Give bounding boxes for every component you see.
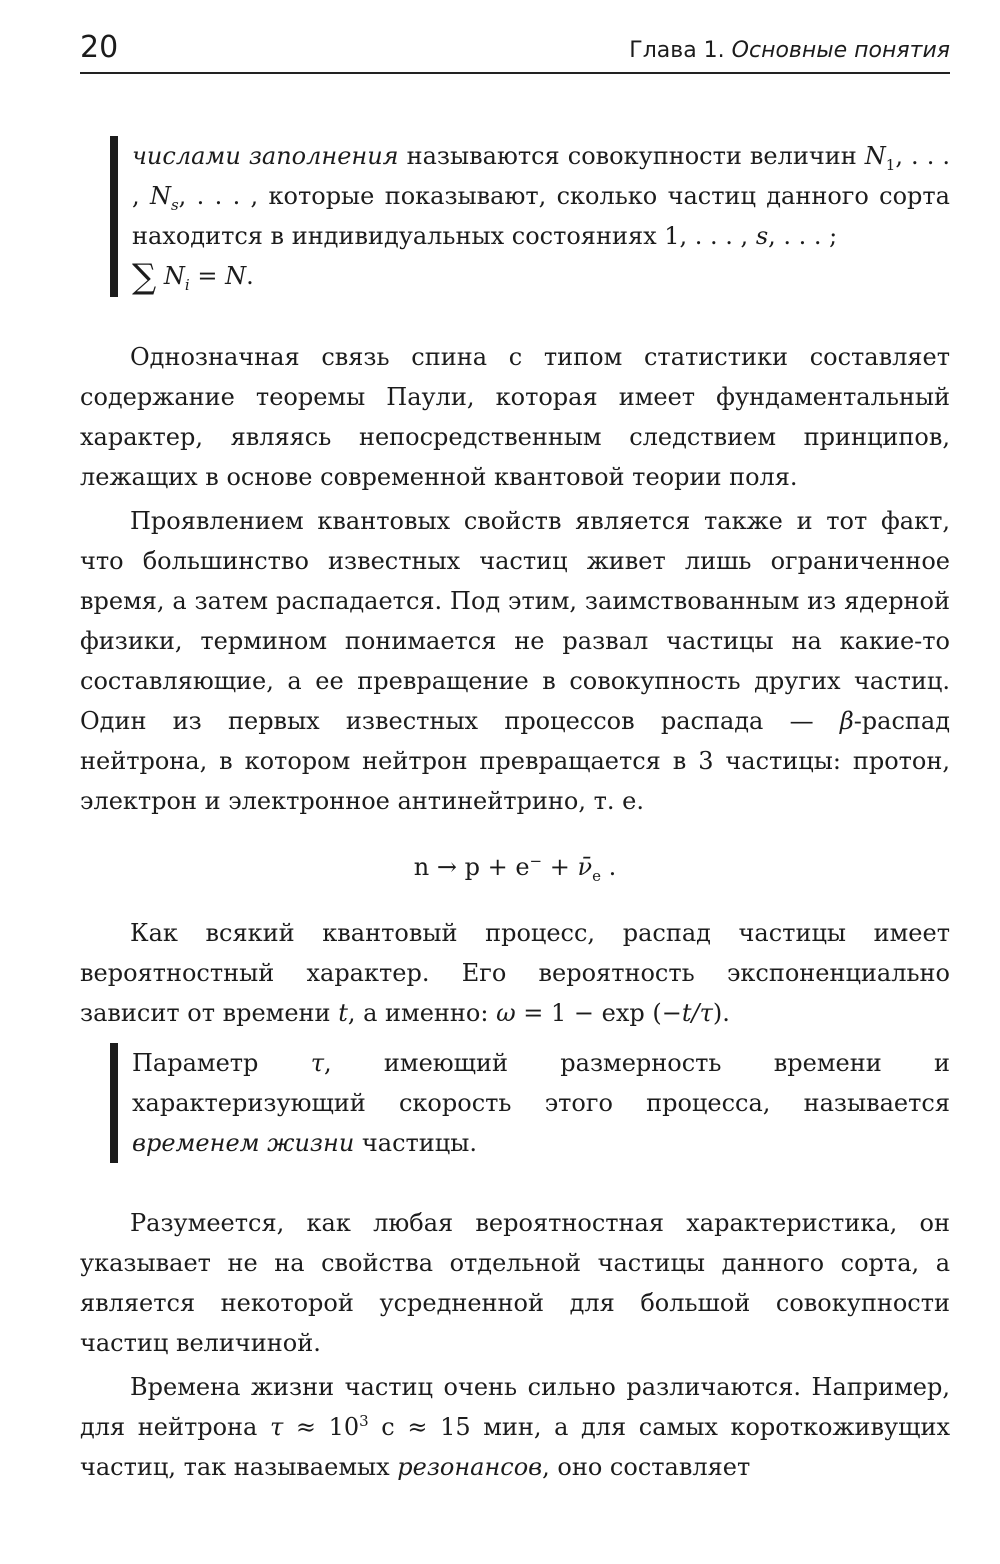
book-page — [80, 30, 950, 1487]
paragraph-lifetimes: Времена жизни частиц очень сильно различаются. Например, для нейтрона $\tau \approx 10^3$ с ≈ 15 мин, а для самых короткоживущих частиц, так называемых резонансов, оно составляет — [80, 1373, 951, 1481]
page-header — [80, 30, 950, 74]
definition-lifetime: Параметр τ, имеющий размерность времени и характеризующий скорость этого процесса, называется временем жизни частицы. — [110, 1043, 950, 1163]
paragraph-pauli-theorem: Однозначная связь спина с типом статистики составляет содержание теоремы Паули, которая имеет фундаментальный характер, являясь непосредственным следствием принципов, лежащих в основе современной квантовой теории поля. — [80, 343, 950, 491]
sum-symbol: ∑ — [132, 257, 157, 297]
paragraph-decay: Проявлением квантовых свойств является также и тот факт, что большинство известных частиц живет лишь ограниченное время, а затем распадается. Под этим, заимствованным из ядерной физики, термином понимается не развал частицы на какие-то составляющие, а ее превращение в совокупность других частиц. Один из первых известных процессов распада — β-распад нейтрона, в котором нейтрон превращается в 3 частицы: протон, электрон и электронное антинейтрино, т. е. — [80, 507, 950, 815]
term-occupation-numbers: числами заполнения — [132, 142, 399, 170]
term-resonances: резонансов — [397, 1453, 543, 1481]
paragraph-average-characteristic: Разумеется, как любая вероятностная характеристика, он указывает не на свойства отдельной частицы данного сорта, а является некоторой усредненной для большой совокупности частиц величиной. — [80, 1209, 950, 1357]
paragraph-probability: Как всякий квантовый процесс, распад частицы имеет вероятностный характер. Его вероятность экспоненциально зависит от времени t, а именно: ω = 1 − exp (−t/τ). — [80, 919, 950, 1027]
chapter-label: Глава 1. — [629, 38, 725, 63]
running-head — [629, 38, 950, 63]
term-lifetime: временем жизни — [132, 1129, 355, 1157]
definition-occupation-numbers: числами заполнения называются совокупности величин $N_1$, . . . , $N_s$, . . . , которые показывают, сколько частиц данного сорта находится в индивидуальных состояниях 1, . . . , s, . . . ; ∑ $N_i = N$. — [110, 136, 950, 297]
page-number: 20 — [80, 30, 119, 65]
beta-decay-formula: $n \to p + e^- + \nū_e$ . — [413, 852, 617, 885]
chapter-title: Основные понятия — [731, 38, 950, 63]
